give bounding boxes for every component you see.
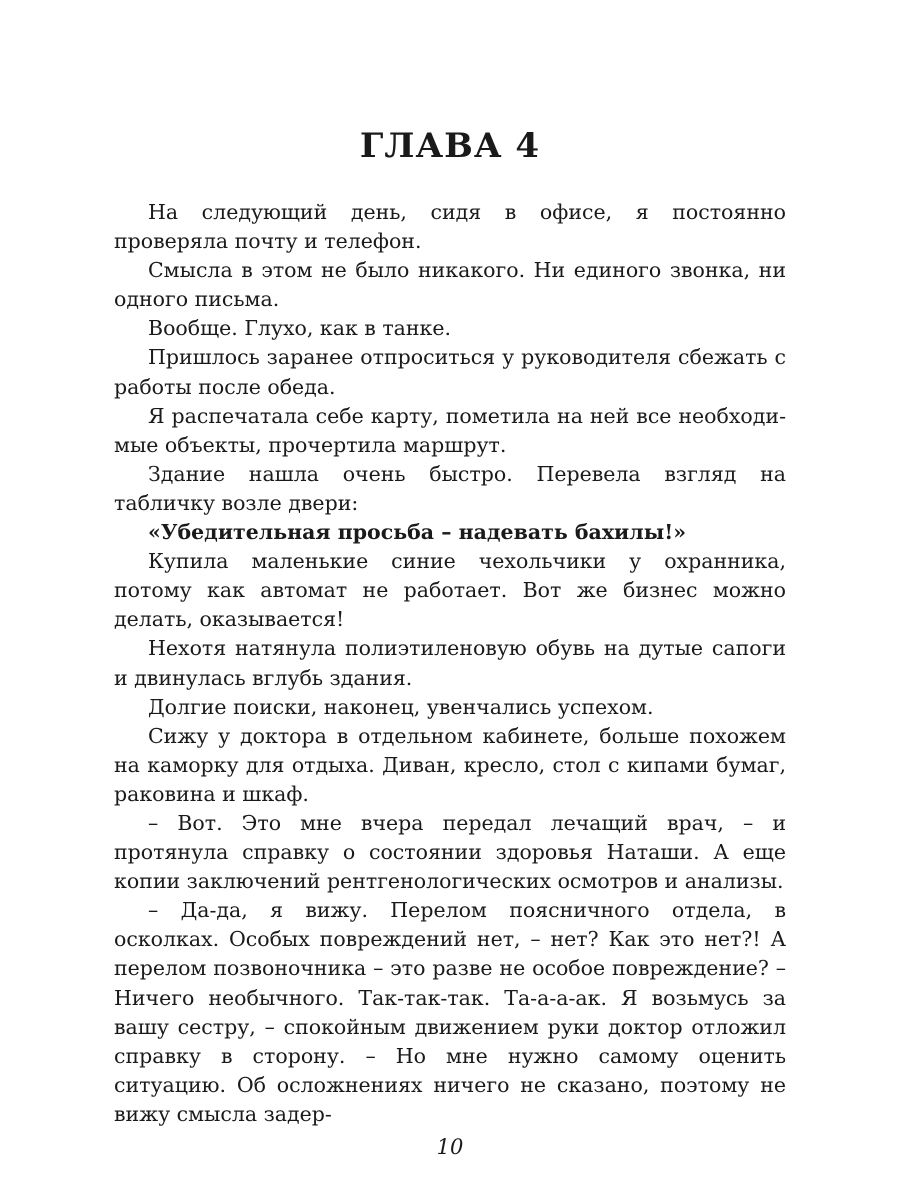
paragraph: Смысла в этом не было никакого. Ни единого звонка, ни одного письма. [114, 258, 786, 312]
chapter-title: ГЛАВА 4 [359, 126, 541, 166]
paragraph: Нехотя натянула полиэтиленовую обувь на дутые сапоги и двинулась вглубь здания. [114, 636, 786, 690]
paragraph: Вообще. Глухо, как в танке. [148, 316, 452, 341]
sign-quote: «Убедительная просьба – надевать бахилы!» [148, 520, 687, 545]
paragraph: Пришлось заранее отпроситься у руководителя сбежать с работы после обеда. [114, 345, 786, 399]
paragraph: Здание нашла очень быстро. Перевела взгляд на табличку возле двери: [114, 461, 786, 515]
paragraph: На следующий день, сидя в офисе, я постоянно проверяла почту и телефон. [114, 200, 786, 254]
page-number: 10 [436, 1135, 464, 1159]
paragraph: – Вот. Это мне вчера передал лечащий врач, – и протянула справку о состоянии здоровья Наташи. А еще копии заключений рентгенологических осмотров и анализы. [114, 810, 786, 894]
body-text [114, 198, 786, 1129]
paragraph: Купила маленькие синие чехольчики у охранника, потому как автомат не работает. Вот же бизнес можно делать, оказывается! [114, 549, 786, 632]
paragraph: – Да-да, я вижу. Перелом поясничного отдела, в осколках. Особых повреждений нет, – нет? Как это нет?! А перелом позвоночника – это разве не особое повреждение? – Ничего необычного. Так-так-так. Та-а-а-ак. Я возьмусь за вашу сестру, – спокойным движением руки доктор отложил справку в сторону. – Но мне нужно самому оценить ситуацию. Об осложнениях ничего не сказано, поэтому не вижу смысла задер- [114, 898, 786, 1126]
paragraph: Сижу у доктора в отдельном кабинете, больше похожем на каморку для отдыха. Диван, кресло, стол с кипами бумаг, раковина и шкаф. [114, 723, 786, 806]
paragraph: Я распечатала себе карту, пометила на ней все необходимые объекты, прочертила маршрут. [114, 403, 786, 457]
paragraph: Долгие поиски, наконец, увенчались успехом. [148, 694, 654, 719]
